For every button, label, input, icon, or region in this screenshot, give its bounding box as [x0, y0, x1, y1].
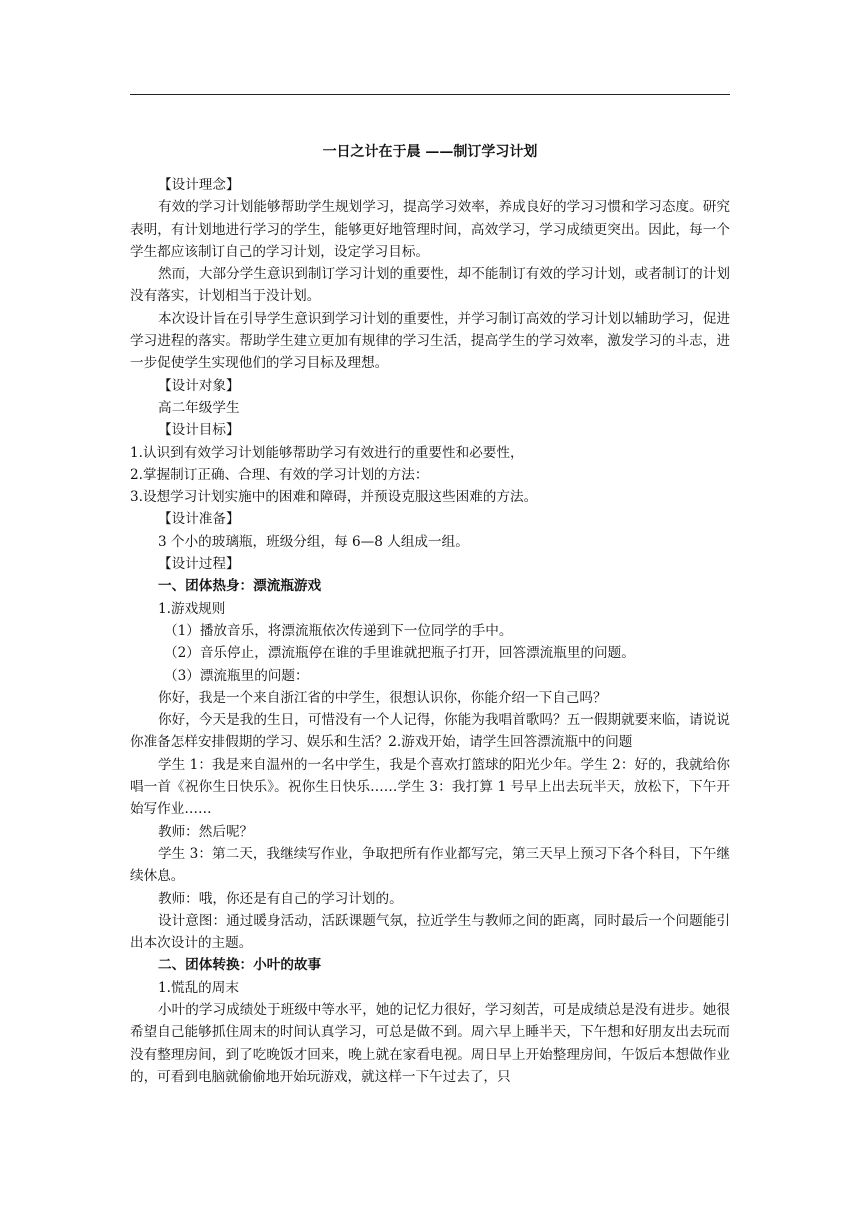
paragraph: 有效的学习计划能够帮助学生规划学习，提高学习效率，养成良好的学习习惯和学习态度。研究表明，有计划地进行学习的学生，能够更好地管理时间，高效学习，学习成绩更突出。因此，每一个学生都应该制订自己的学习计划，设定学习目标。: [130, 199, 730, 260]
paragraph: 本次设计旨在引导学生意识到学习计划的重要性，并学习制订高效的学习计划以辅助学习，促进学习进程的落实。帮助学生建立更加有规律的学习生活，提高学生的学习效率，激发学习的斗志，进一步促使学生实现他们的学习目标及理想。: [130, 310, 730, 372]
paragraph: 教师：哦，你还是有自己的学习计划的。: [158, 890, 403, 907]
paragraph: （2）音乐停止，漂流瓶停在谁的手里谁就把瓶子打开，回答漂流瓶里的问题。: [164, 645, 635, 662]
paragraph: 【设计目标】: [158, 422, 240, 439]
paragraph: 2.掌握制订正确、合理、有效的学习计划的方法：: [130, 466, 429, 483]
paragraph: 设计意图：通过暖身活动，活跃课题气氛，拉近学生与教师之间的距离，同时最后一个问题能引出本次设计的主题。: [130, 912, 730, 952]
paragraph: 高二年级学生: [158, 399, 240, 416]
paragraph: 1.慌乱的周末: [158, 979, 239, 996]
paragraph: 学生 1：我是来自温州的一名中学生，我是个喜欢打篮球的阳光少年。学生 2：好的，我就给你唱一首《祝你生日快乐》。祝你生日快乐……学生 3：我打算 1 号早上出去玩半天，放松下，下午开始写作业……: [130, 756, 730, 818]
paragraph: （1）播放音乐，将漂流瓶依次传递到下一位同学的手中。: [164, 622, 513, 639]
paragraph: 你好，我是一个来自浙江省的中学生，很想认识你，你能介绍一下自己吗？: [158, 689, 607, 706]
paragraph-list: [130, 174, 730, 1088]
paragraph: 然而，大部分学生意识到制订学习计划的重要性，却不能制订有效的学习计划，或者制订的计划没有落实，计划相当于没计划。: [130, 266, 730, 305]
paragraph: 二、团体转换：小叶的故事: [158, 957, 322, 974]
paragraph: 【设计对象】: [158, 377, 240, 394]
paragraph: 1.游戏规则: [158, 600, 226, 617]
header-rule: [130, 94, 730, 95]
paragraph: 【设计过程】: [158, 556, 240, 573]
paragraph: 一、团体热身：漂流瓶游戏: [158, 578, 322, 595]
paragraph: 小叶的学习成绩处于班级中等水平，她的记忆力很好，学习刻苦，可是成绩总是没有进步。她很希望自己能够抓住周末的时间认真学习，可总是做不到。周六早上睡半天，下午想和好朋友出去玩而没有整理房间，到了吃晚饭才回来，晚上就在家看电视。周日早上开始整理房间，午饭后本想做作业的，可看到电脑就偷偷地开始玩游戏，就这样一下午过去了，只: [130, 1001, 730, 1085]
paragraph: 3.设想学习计划实施中的困难和障碍，并预设克服这些困难的方法。: [130, 489, 538, 506]
paragraph: （3）漂流瓶里的问题：: [164, 667, 309, 684]
paragraph: 【设计准备】: [158, 511, 240, 528]
paragraph: 1.认识到有效学习计划能够帮助学习有效进行的重要性和必要性，: [130, 444, 524, 461]
paragraph: 教师：然后呢？: [158, 823, 254, 840]
paragraph: 你好，今天是我的生日，可惜没有一个人记得，你能为我唱首歌吗？五一假期就要来临，请说说你准备怎样安排假期的学习、娱乐和生活？2.游戏开始，请学生回答漂流瓶中的问题: [130, 712, 730, 751]
paragraph: 学生 3：第二天，我继续写作业，争取把所有作业都写完，第三天早上预习下各个科目，下午继续休息。: [130, 845, 730, 885]
document-title: 一日之计在于晨 ——制订学习计划: [322, 144, 538, 160]
paragraph: 【设计理念】: [158, 177, 240, 193]
document-body: [130, 140, 730, 1088]
paragraph: 3 个小的玻璃瓶，班级分组，每 6—8 人组成一组。: [158, 533, 469, 550]
